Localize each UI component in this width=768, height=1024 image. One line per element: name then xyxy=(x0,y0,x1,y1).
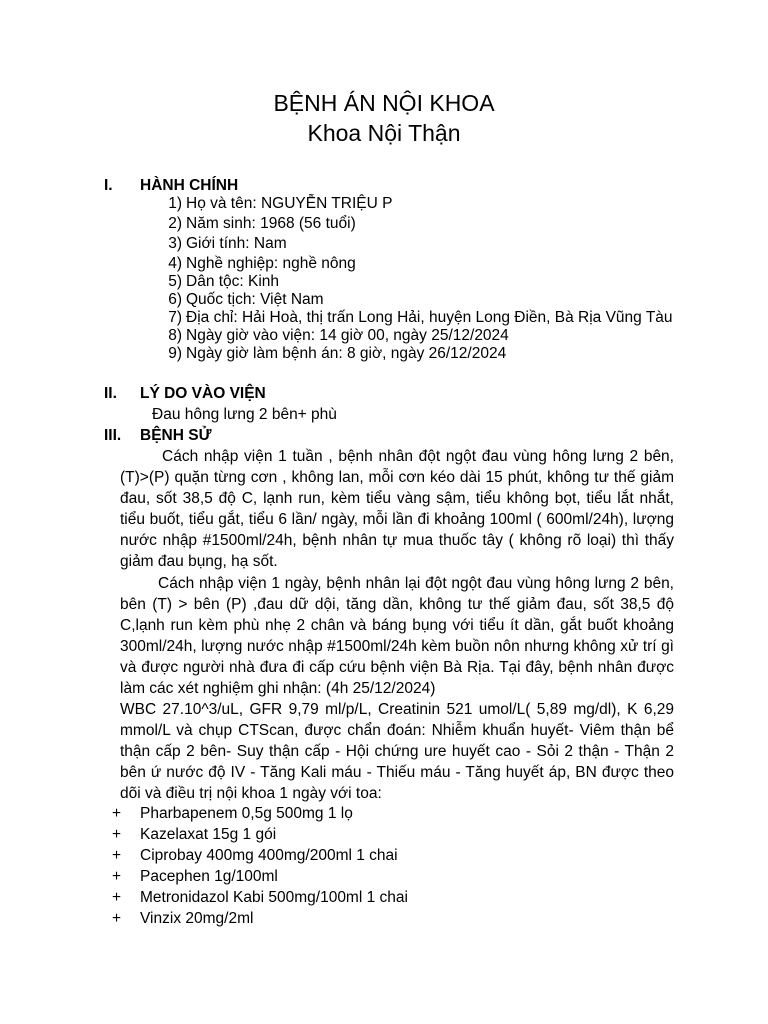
history-paragraph-3: WBC 27.10^3/uL, GFR 9,79 ml/p/L, Creatinin 521 umol/L( 5,89 mg/dl), K 6,29 mmol/L và chụp CTScan, được chẩn đoán: Nhiễm khuẩn huyết- Viêm thận bể thận cấp 2 bên- Suy thận cấp - Hội chứng ure huyết cao - Sỏi 2 thận - Thận 2 bên ứ nước độ IV - Tăng Kali máu - Thiếu máu - Tăng huyết áp, BN được theo dõi và điều trị nội khoa 1 ngày với toa: xyxy=(120,701,674,802)
section-number: III. xyxy=(104,427,122,444)
item-number: 6) xyxy=(168,291,182,308)
medication-item xyxy=(112,803,408,824)
medication-list xyxy=(112,803,408,929)
bullet-marker: + xyxy=(112,847,122,864)
list-item xyxy=(160,215,675,233)
document-title: BỆNH ÁN NỘI KHOA xyxy=(273,90,495,116)
section-heading-history xyxy=(104,426,211,446)
bullet-marker: + xyxy=(112,826,122,843)
medication-text: Pacephen 1g/100ml xyxy=(140,868,278,885)
medication-text: Metronidazol Kabi 500mg/100ml 1 chai xyxy=(140,889,408,906)
section-heading-admin xyxy=(104,176,238,196)
history-paragraph-1: Cách nhập viện 1 tuần , bệnh nhân đột ngột đau vùng hông lưng 2 bên, (T)>(P) quặn từng cơn , không lan, mỗi cơn kéo dài 15 phút, không tư thế giảm đau, sốt 38,5 độ C, lạnh run, kèm tiểu vàng sậm, tiểu không bọt, tiểu lắt nhắt, tiểu buốt, tiểu gắt, tiểu 6 lần/ ngày, mỗi lần đi khoảng 100ml ( 600ml/24h), lượng nước nhập #1500ml/24h, bệnh nhân tự mua thuốc tây ( không rõ loại) thì thấy giảm đau bụng, hạ sốt. xyxy=(120,448,674,570)
item-text: Địa chỉ: Hải Hoà, thị trấn Long Hải, huyện Long Điền, Bà Rịa Vũng Tàu xyxy=(186,309,673,326)
medication-text: Kazelaxat 15g 1 gói xyxy=(140,826,277,843)
item-text: Nghề nghiệp: nghề nông xyxy=(186,255,356,272)
medication-item xyxy=(112,845,408,866)
section-title: HÀNH CHÍNH xyxy=(140,177,239,194)
list-item xyxy=(160,345,675,363)
medication-item xyxy=(112,824,408,845)
item-text: Dân tộc: Kinh xyxy=(186,273,280,290)
list-item xyxy=(160,255,675,273)
list-item xyxy=(160,309,675,327)
history-paragraph-2: Cách nhập viện 1 ngày, bệnh nhân lại đột ngột đau vùng hông lưng 2 bên, bên (T) > bên (P) ,đau dữ dội, tăng dần, không tư thế giảm đau, sốt 38,5 độ C,lạnh run kèm phù nhẹ 2 chân và báng bụng với tiểu ít dần, gắt buốt khoảng 300ml/24h, lượng nước nhập #1500ml/24h kèm buồn nôn nhưng không xử trí gì và được người nhà đưa đi cấp cứu bệnh viện Bà Rịa. Tại đây, bệnh nhân được làm các xét nghiệm ghi nhận: (4h 25/12/2024) xyxy=(120,575,674,697)
item-number: 2) xyxy=(168,215,182,232)
medication-text: Vinzix 20mg/2ml xyxy=(140,910,254,927)
medication-text: Pharbapenem 0,5g 500mg 1 lọ xyxy=(140,805,353,822)
document-subtitle: Khoa Nội Thận xyxy=(307,120,461,146)
bullet-marker: + xyxy=(112,889,122,906)
item-text: Ngày giờ làm bệnh án: 8 giờ, ngày 26/12/2024 xyxy=(186,345,507,362)
section-heading-reason xyxy=(104,384,266,404)
item-text: Quốc tịch: Việt Nam xyxy=(186,291,324,308)
item-number: 3) xyxy=(168,235,182,252)
item-number: 4) xyxy=(168,255,182,272)
item-text: Năm sinh: 1968 (56 tuổi) xyxy=(186,215,356,232)
list-item xyxy=(160,273,675,291)
section-title: BỆNH SỬ xyxy=(140,427,212,444)
medication-item xyxy=(112,866,408,887)
item-text: Giới tính: Nam xyxy=(186,235,287,252)
list-item xyxy=(160,195,675,213)
list-item xyxy=(160,327,675,345)
item-number: 5) xyxy=(168,273,182,290)
bullet-marker: + xyxy=(112,910,122,927)
list-item xyxy=(160,235,675,253)
admin-info-list xyxy=(160,195,675,363)
item-number: 7) xyxy=(168,309,182,326)
medication-text: Ciprobay 400mg 400mg/200ml 1 chai xyxy=(140,847,398,864)
item-text: Ngày giờ vào viện: 14 giờ 00, ngày 25/12/2024 xyxy=(186,327,509,344)
item-number: 9) xyxy=(168,345,182,362)
admission-reason: Đau hông lưng 2 bên+ phù xyxy=(152,406,337,423)
section-number: I. xyxy=(104,177,113,194)
item-text: Họ và tên: NGUYỄN TRIỆU P xyxy=(186,195,393,212)
bullet-marker: + xyxy=(112,868,122,885)
bullet-marker: + xyxy=(112,805,122,822)
item-number: 1) xyxy=(168,195,182,212)
medication-item xyxy=(112,887,408,908)
section-number: II. xyxy=(104,385,117,402)
list-item xyxy=(160,291,675,309)
item-number: 8) xyxy=(168,327,182,344)
section-title: LÝ DO VÀO VIỆN xyxy=(140,385,266,402)
medication-item xyxy=(112,908,408,929)
